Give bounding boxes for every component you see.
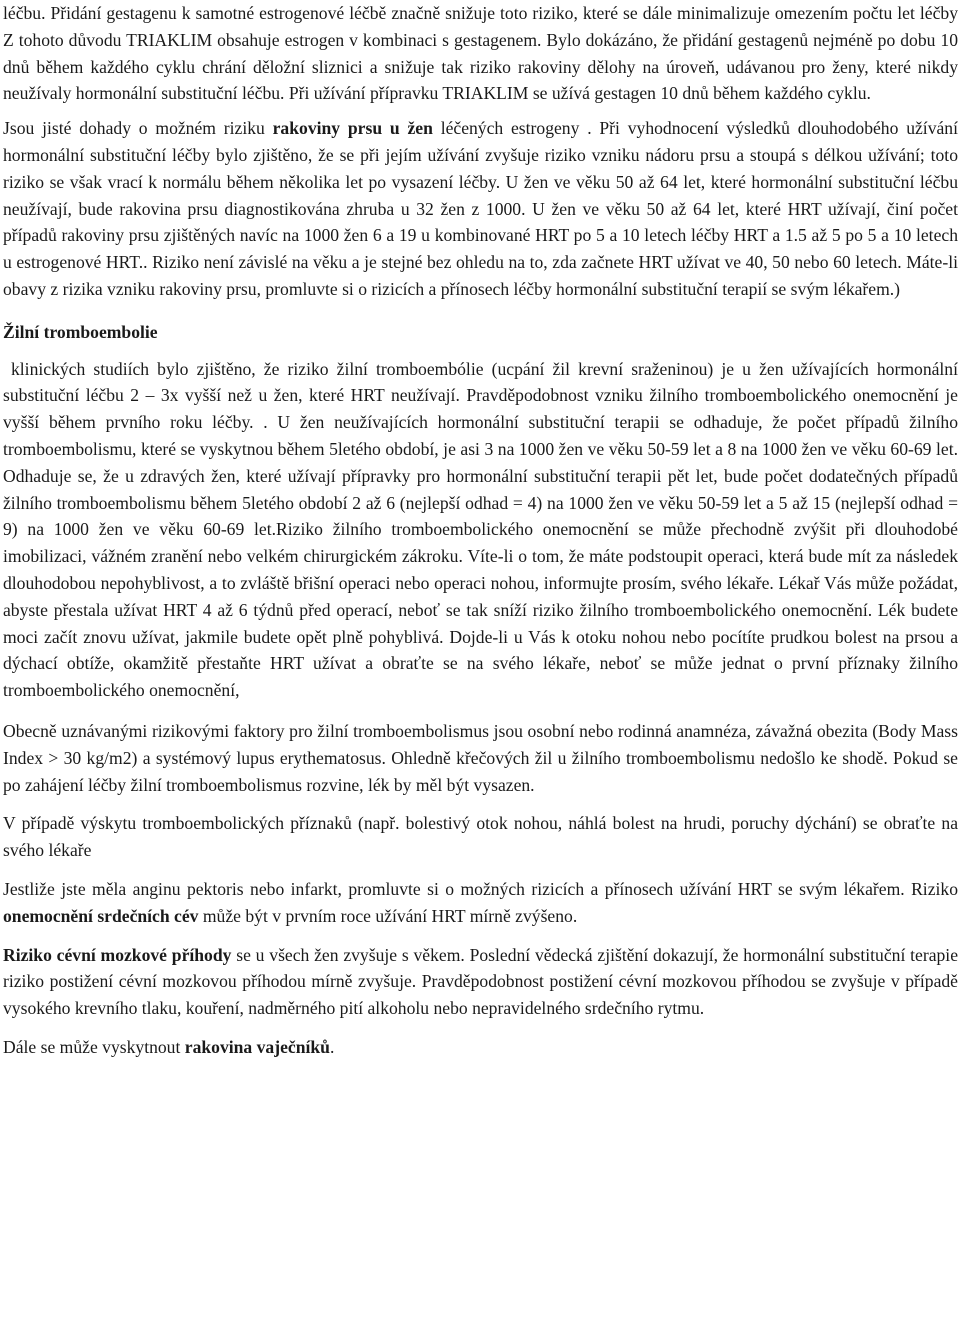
paragraph-cardiovascular xyxy=(3,876,958,930)
paragraph-endometrial-risk xyxy=(3,0,958,107)
paragraph-text: může být v prvním roce užívání HRT mírně zvýšeno. xyxy=(198,905,578,926)
paragraph-text: léčbu. Přidání gestagenu k samotné estrogenové léčbě značně snižuje toto riziko, které se dále minimalizuje omezením počtu let léčby Z tohoto důvodu TRIAKLIM obsahuje estrogen v kombinaci s gestagenem. Bylo dokázáno, že přidání gestagenů nejméně po dobu 10 dnů během každého cyklu chrání děložní sliznici a snižuje tak riziko rakoviny dělohy na úroveň, udávanou pro ženy, které nikdy neužívaly hormonální substituční léčbu. Při užívání přípravku TRIAKLIM se užívá gestagen 10 dnů během každého cyklu. xyxy=(3,3,958,104)
paragraph-vte-risk-factors xyxy=(3,718,958,798)
paragraph-text: V případě výskytu tromboembolických příznaků (např. bolestivý otok nohou, náhlá bolest na hrudi, poruchy dýchání) se obraťte na svého lékaře xyxy=(3,813,958,861)
paragraph-text: se u všech žen zvyšuje s věkem. Poslední vědecká zjištění dokazují, že hormonální substituční terapie riziko postižení cévní mozkovou příhodou mírně zvyšuje. Pravděpodobnost postižení cévní mozkovou příhodou se zvyšuje v případě vysokého krevního tlaku, kouření, nadměrného pití alkoholu nebo nepravidelného srdečního rytmu. xyxy=(3,944,958,1019)
paragraph-text: klinických studiích bylo zjištěno, že riziko žilní tromboembólie (ucpání žil krevní sraženinou) je u žen užívajících hormonální substituční léčbu 2 – 3x vyšší než u žen, které HRT neužívají. Pravděpodobnost vzniku žilního tromboembolického onemocnění je vyšší během prvního roku léčby. . U žen neužívajících hormonální substituční terapii se odhaduje, že počet případů žilního tromboembolismu, které se vyskytnou během 5letého období, je asi 3 na 1000 žen ve věku 50-59 let a 8 na 1000 žen ve věku 60-69 let. Odhaduje se, že u zdravých žen, které užívají přípravky pro hormonální substituční terapii pět let, bude počet dodatečných případů žilního tromboembolismu během 5letého období 2 až 6 (nejlepší odhad = 4) na 1000 žen ve věku 50-59 let a 5 až 15 (nejlepší odhad = 9) na 1000 žen ve věku 60-69 let.Riziko žilního tromboembolického onemocnění se může přechodně zvýšit při dlouhodobé imobilizaci, vážném zranění nebo velkém chirurgickém zákroku. Víte-li o tom, že máte podstoupit operaci, která bude mít za následek dlouhodobou nepohyblivost, a to zvláště břišní operaci nebo operaci nohou, informujte prosím, svého lékaře. Lékař Vás může požádat, abyste přestala užívat HRT 4 až 6 týdnů před operací, neboť se tak sníží riziko žilního tromboembolického onemocnění. Lék budete moci začít znovu užívat, jakmile budete opět plně pohyblivá. Dojde-li u Vás k otoku nohou nebo pocítíte prudkou bolest na prsou a dýchací obtíže, okamžitě přestaňte HRT užívat a obraťte se na svého lékaře, neboť se může jednat o první příznaky žilního tromboembolického onemocnění, xyxy=(3,358,958,701)
paragraph-text: Obecně uznávanými rizikovými faktory pro žilní tromboembolismus jsou osobní nebo rodinná anamnéza, závažná obezita (Body Mass Index > 30 kg/m2) a systémový lupus erythematosus. Ohledně křečových žil u žilního tromboembolismu nedošlo ke shodě. Pokud se po zahájení léčby žilní tromboembolismus rozvine, lék by měl být vysazen. xyxy=(3,720,958,795)
paragraph-breast-cancer xyxy=(3,115,958,303)
bold-term-stroke: Riziko cévní mozkové příhody xyxy=(3,944,232,965)
paragraph-text: Dále se může vyskytnout xyxy=(3,1036,185,1057)
document-page xyxy=(3,0,958,1061)
paragraph-text: Jsou jisté dohady o možném riziku xyxy=(3,118,273,139)
paragraph-vte-studies xyxy=(3,356,958,704)
bold-term-ovarian-cancer: rakovina vaječníků xyxy=(184,1036,330,1057)
paragraph-text: . xyxy=(329,1036,335,1057)
paragraph-text: Jestliže jste měla anginu pektoris nebo infarkt, promluvte si o možných rizicích a přínosech užívání HRT se svým lékařem. Riziko xyxy=(3,878,958,899)
paragraph-text: léčených estrogeny . Při vyhodnocení výsledků dlouhodobého užívání hormonální substituční léčby bylo zjištěno, že se při jejím užívání zvyšuje riziko vzniku nádoru prsu a stoupá s délkou užívání; toto riziko se však vrací k normálu během několika let po vysazení léčby. U žen ve věku 50 až 64 let, které hormonální substituční léčbu neužívají, bude rakovina prsu diagnostikována zhruba u 32 žen z 1000. U žen ve věku 50 až 64 let, které HRT užívají, činí počet případů rakoviny prsu zjištěných navíc na 1000 žen 6 a 19 u kombinované HRT po 5 a 10 letech léčby HRT a 1.5 až 5 po 5 a 10 letech u estrogenové HRT.. Riziko není závislé na věku a je stejné bez ohledu na to, zda začnete HRT užívat ve 40, 50 nebo 60 letech. Máte-li obavy z rizika vzniku rakoviny prsu, promluvte si o rizicích a přínosech léčby hormonální substituční terapií se svým lékařem.) xyxy=(3,118,958,299)
paragraph-vte-symptoms xyxy=(3,810,958,864)
paragraph-ovarian-cancer xyxy=(3,1034,958,1061)
bold-term-breast-cancer: rakoviny prsu u žen xyxy=(272,118,433,139)
bold-term-cardiovascular: onemocnění srdečních cév xyxy=(3,905,199,926)
section-heading-vte: Žilní tromboembolie xyxy=(3,321,158,342)
paragraph-stroke xyxy=(3,942,958,1022)
